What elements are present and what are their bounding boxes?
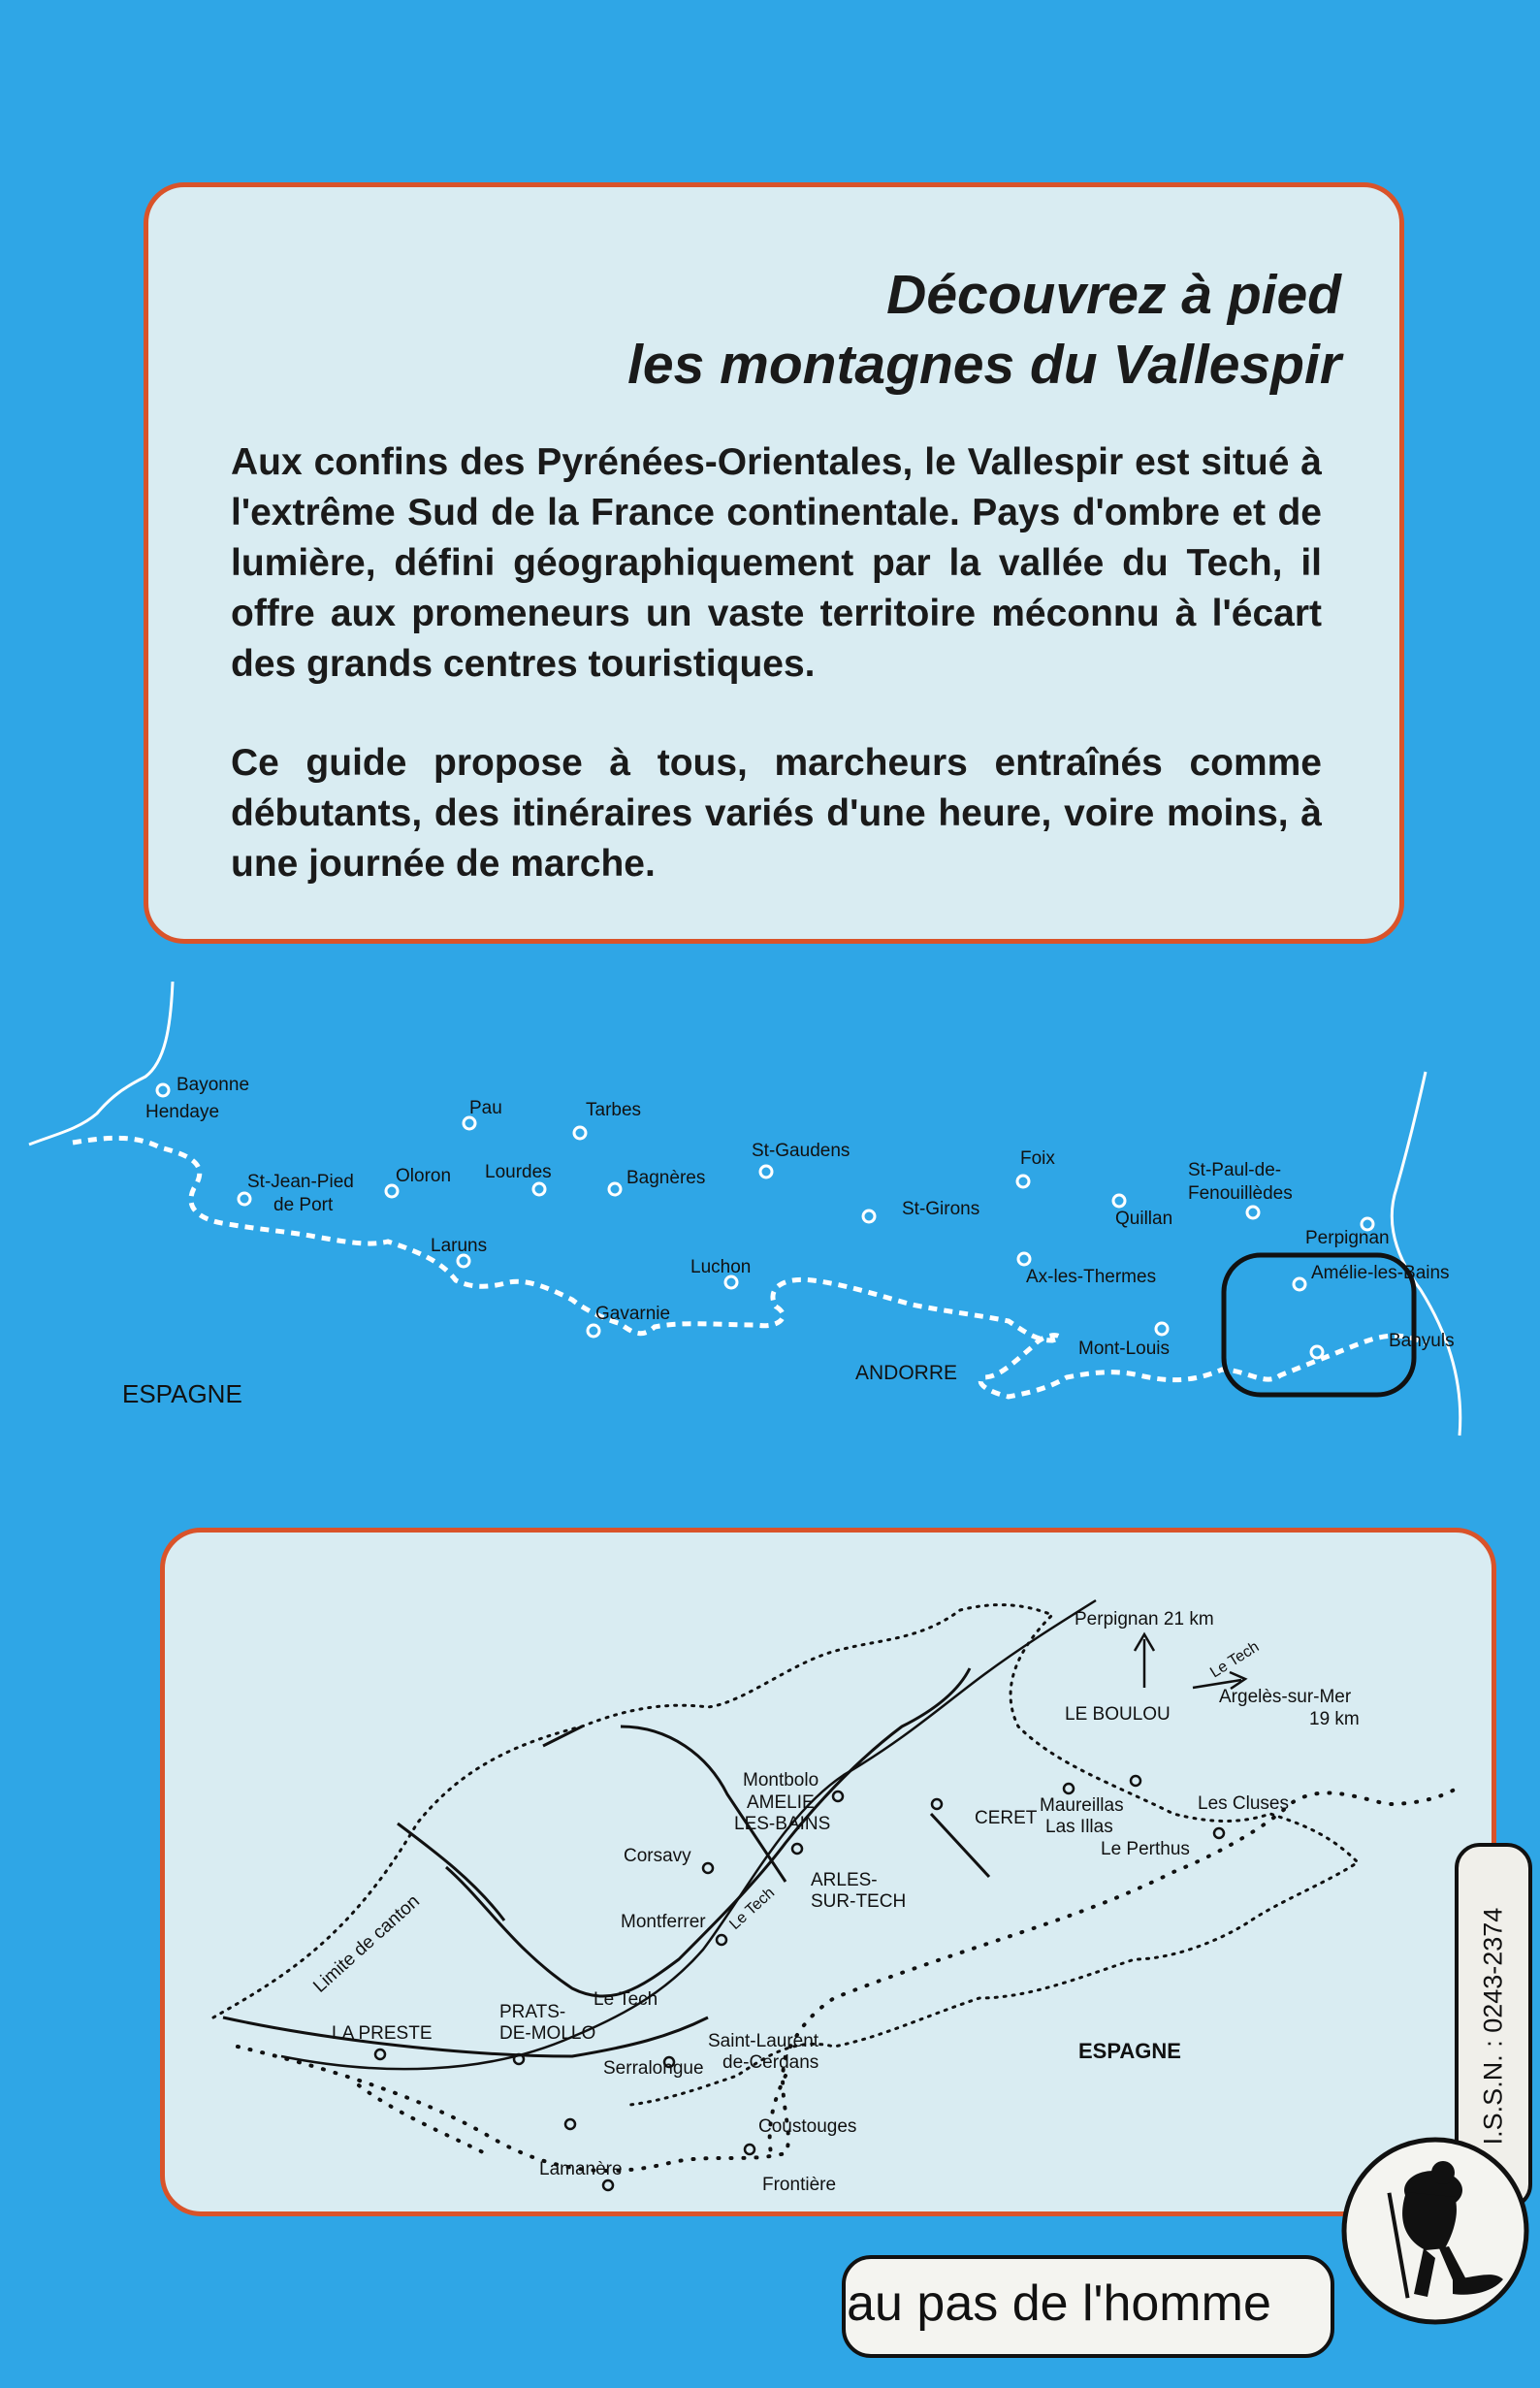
overview-labels <box>122 1075 1455 1408</box>
place-label: Bagnères <box>626 1168 706 1188</box>
town-marker <box>833 1791 843 1801</box>
place-label: Las Illas <box>1045 1817 1113 1837</box>
town-marker <box>717 1935 726 1945</box>
town-marker <box>1214 1828 1224 1838</box>
town-marker <box>932 1799 942 1809</box>
place-label: DE-MOLLO <box>499 2023 596 2044</box>
coastline <box>29 982 1460 1436</box>
town-marker <box>464 1117 475 1129</box>
town-marker <box>863 1210 875 1222</box>
place-label: Saint-Laurent <box>708 2031 819 2051</box>
hiker-logo-icon <box>1338 2134 1532 2328</box>
place-label: Serralongue <box>603 2058 704 2079</box>
place-label: Fenouillèdes <box>1188 1183 1293 1204</box>
town-marker <box>792 1844 802 1854</box>
town-marker <box>458 1255 469 1267</box>
place-label: Perpignan <box>1305 1228 1390 1248</box>
boundary-label: Limite de canton <box>309 1890 424 1997</box>
place-label: ARLES- <box>811 1870 878 1890</box>
town-marker <box>760 1166 772 1178</box>
vallespir-map-panel <box>160 1528 1496 2216</box>
river-label: Le Tech <box>1207 1638 1263 1682</box>
place-label: LE BOULOU <box>1065 1704 1171 1725</box>
town-marker <box>588 1325 599 1337</box>
frontier-line <box>238 1790 1455 2171</box>
town-marker <box>603 2180 613 2190</box>
place-label: LES-BAINS <box>734 1814 831 1834</box>
place-label: Lamanère <box>539 2159 623 2179</box>
town-marker <box>703 1863 713 1873</box>
town-marker <box>745 2145 754 2154</box>
intro-paragraph-1: Aux confins des Pyrénées-Orientales, le Vallespir est situé à l'extrême Sud de la France continentale. Pays d'ombre et de lumière, défini géographiquement par la vallée du Tech, il offre aux promeneurs un vaste territoire méconnu à l'écart des grands centres touristiques. <box>231 441 1322 685</box>
town-marker <box>375 2049 385 2059</box>
place-label: St-Gaudens <box>752 1141 850 1161</box>
place-label: de-Cerdans <box>722 2052 819 2073</box>
place-label: Laruns <box>431 1236 488 1256</box>
place-label: LA PRESTE <box>332 2023 433 2044</box>
town-marker <box>157 1084 169 1096</box>
town-marker <box>1113 1195 1125 1207</box>
town-marker <box>1294 1278 1305 1290</box>
place-label: Le Perthus <box>1101 1839 1190 1859</box>
town-marker <box>609 1183 621 1195</box>
place-label: St-Girons <box>902 1199 980 1219</box>
place-label: Les Cluses <box>1198 1793 1289 1814</box>
place-label: ANDORRE <box>855 1362 958 1384</box>
river-label: Le Tech <box>726 1885 779 1933</box>
river-tech <box>281 1600 1096 2069</box>
place-label: Quillan <box>1115 1209 1173 1229</box>
place-label: Mont-Louis <box>1078 1339 1170 1359</box>
town-marker <box>1247 1207 1259 1218</box>
river-label: Le Tech <box>594 1989 658 2010</box>
town-marker <box>1311 1346 1323 1358</box>
town-marker <box>574 1127 586 1139</box>
town-markers <box>157 1084 1373 1358</box>
place-label: Pau <box>469 1098 502 1118</box>
place-label: Coustouges <box>758 2116 857 2137</box>
brand-tab <box>842 2255 1334 2358</box>
place-label: Ax-les-Thermes <box>1026 1267 1157 1287</box>
place-label: Bayonne <box>176 1075 250 1095</box>
brand-name: au pas de l'homme <box>847 2275 1271 2332</box>
place-label: Montbolo <box>743 1770 819 1791</box>
vallespir-labels <box>309 1609 1359 2195</box>
place-label: 19 km <box>1309 1709 1360 1729</box>
title-line-1: Découvrez à pied <box>886 264 1341 326</box>
place-label: Argelès-sur-Mer <box>1219 1687 1352 1707</box>
town-marker <box>386 1185 398 1197</box>
place-label: PRATS- <box>499 2002 566 2022</box>
title-line-2: les montagnes du Vallespir <box>627 334 1341 396</box>
town-marker <box>1131 1776 1140 1786</box>
pyrenees-overview-map <box>0 970 1540 1474</box>
place-label: St-Jean-Pied <box>247 1172 354 1192</box>
place-label: de Port <box>273 1195 334 1215</box>
place-label: Perpignan 21 km <box>1075 1609 1214 1630</box>
place-label: Maureillas <box>1040 1795 1124 1816</box>
place-label: Luchon <box>690 1257 752 1277</box>
town-marker <box>1156 1323 1168 1335</box>
town-marker <box>1018 1253 1030 1265</box>
intro-paragraph-2: Ce guide propose à tous, marcheurs entraînés comme débutants, des itinéraires variés d'une heure, voire moins, à une journée de marche. <box>231 742 1322 885</box>
place-label: SUR-TECH <box>811 1891 907 1912</box>
place-label: Tarbes <box>586 1100 642 1120</box>
town-marker <box>1064 1784 1074 1793</box>
place-label: Foix <box>1020 1148 1055 1169</box>
place-label: Amélie-les-Bains <box>1311 1263 1450 1283</box>
place-label: Montferrer <box>621 1912 706 1932</box>
town-marker <box>725 1276 737 1288</box>
country-label: ESPAGNE <box>122 1379 242 1408</box>
vallespir-detail-map <box>165 1533 1492 2211</box>
town-marker <box>565 2119 575 2129</box>
place-label: CERET <box>975 1808 1038 1828</box>
country-label: ESPAGNE <box>1078 2039 1181 2063</box>
place-label: Banyuls <box>1389 1331 1455 1351</box>
place-label: Hendaye <box>145 1102 220 1122</box>
town-marker <box>239 1193 250 1205</box>
place-label: AMELIE <box>747 1792 815 1813</box>
intro-panel <box>144 182 1404 944</box>
place-label: Corsavy <box>624 1846 691 1866</box>
place-label: Oloron <box>396 1166 452 1186</box>
place-label: Gavarnie <box>595 1304 671 1324</box>
town-marker <box>1017 1176 1029 1187</box>
town-marker <box>533 1183 545 1195</box>
place-label: Frontière <box>762 2175 837 2195</box>
place-label: Lourdes <box>485 1162 552 1182</box>
place-label: St-Paul-de- <box>1188 1160 1282 1180</box>
issn-text: I.S.S.N. : 0243-2374 <box>1478 1907 1508 2146</box>
